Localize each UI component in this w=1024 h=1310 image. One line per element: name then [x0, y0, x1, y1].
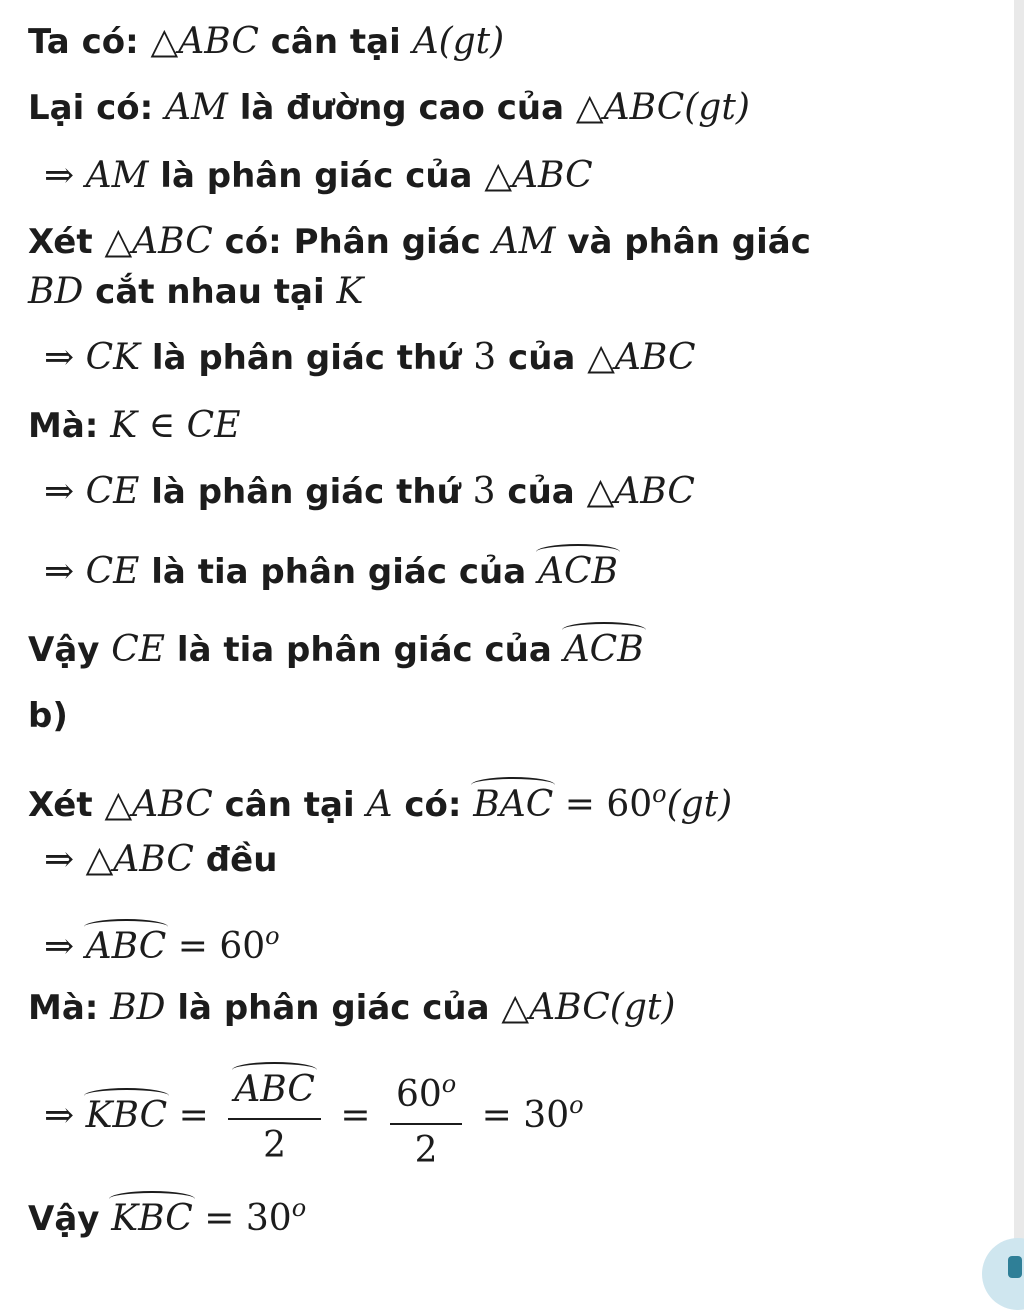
text: là phân giác thứ [140, 338, 474, 378]
angle-hat: ACB [538, 551, 618, 592]
text: cân tại [258, 22, 413, 62]
angle-hat: KBC [111, 1198, 193, 1239]
line-16 [44, 1062, 584, 1173]
text: Vậy [28, 630, 112, 670]
text: Ta có: [28, 22, 151, 62]
text: Mà: [28, 988, 111, 1028]
math: A(gt) [412, 21, 505, 62]
line-2 [28, 86, 750, 130]
text: cắt nhau tại [83, 272, 337, 312]
implies-arrow: ⇒ [44, 1095, 86, 1136]
floating-action-button[interactable] [982, 1238, 1024, 1310]
degree: o [441, 1070, 457, 1098]
math: CE [85, 551, 140, 592]
text: của [496, 338, 588, 378]
math: K [336, 271, 364, 312]
implies-arrow: ⇒ [44, 551, 86, 592]
math: = 30 [470, 1095, 570, 1136]
math: BD [110, 987, 166, 1028]
math: A [366, 784, 393, 825]
math: CE [85, 471, 140, 512]
math: 2 [414, 1130, 438, 1171]
text: là phân giác của [165, 988, 502, 1028]
scrollbar[interactable] [1014, 0, 1024, 1280]
text: là tia phân giác của [165, 630, 564, 670]
text: là tia phân giác của [139, 552, 538, 592]
floating-button-icon [1008, 1256, 1022, 1278]
line-5 [28, 270, 363, 314]
math: △ABC [85, 839, 194, 880]
math: △ABC(gt) [575, 87, 750, 128]
line-10 [28, 628, 644, 672]
degree: o [652, 780, 667, 808]
text: đều [193, 840, 278, 880]
text: của [495, 472, 587, 512]
implies-arrow: ⇒ [44, 926, 86, 967]
math: CE [111, 629, 166, 670]
text: có: [392, 785, 474, 825]
angle-hat: BAC [473, 784, 554, 825]
math: AM [85, 155, 149, 196]
text: Xét [28, 222, 105, 262]
angle-hat: ABC [234, 1068, 315, 1110]
line-12 [28, 772, 732, 827]
text: Xét [28, 785, 105, 825]
math: △ABC [484, 155, 593, 196]
text: Vậy [28, 1199, 112, 1239]
text: là phân giác thứ [139, 472, 473, 512]
fraction [390, 1062, 462, 1173]
line-17 [28, 1186, 306, 1241]
line-11 [28, 694, 68, 738]
text: Lại có: [28, 88, 166, 128]
math: 3 [472, 471, 496, 512]
math: K ∈ CE [110, 405, 241, 446]
degree: o [291, 1194, 307, 1222]
degree: o [265, 922, 280, 950]
text: là đường cao của [227, 88, 576, 128]
fraction [228, 1068, 321, 1168]
part-label: b) [28, 696, 68, 736]
line-1 [28, 20, 504, 64]
math: BD [28, 271, 84, 312]
math: (gt) [666, 784, 733, 825]
math: 60 [395, 1074, 442, 1115]
angle-hat: KBC [85, 1095, 168, 1136]
implies-arrow: ⇒ [44, 471, 86, 512]
line-8 [44, 470, 695, 514]
line-7 [28, 404, 240, 448]
text: là phân giác của [148, 156, 485, 196]
math: △ABC [587, 337, 696, 378]
math: 2 [263, 1124, 287, 1166]
math: 3 [473, 337, 497, 378]
degree: o [569, 1091, 584, 1119]
math: △ABC [150, 21, 259, 62]
implies-arrow: ⇒ [44, 337, 86, 378]
text: và phân giác [555, 222, 811, 262]
math: △ABC [586, 471, 695, 512]
text: có: Phân giác [212, 222, 493, 262]
math: AM [165, 87, 228, 128]
math: AM [492, 221, 556, 262]
line-9 [44, 550, 618, 594]
text: Mà: [28, 406, 111, 446]
line-4 [28, 220, 811, 264]
math: CK [85, 337, 141, 378]
math: △ABC [104, 221, 213, 262]
math: = [167, 1095, 221, 1136]
line-13 [44, 838, 277, 882]
math: = 30 [192, 1198, 292, 1239]
angle-hat: ABC [85, 926, 167, 967]
math: △ABC(gt) [501, 987, 676, 1028]
math: = 60 [166, 926, 266, 967]
line-14 [44, 914, 280, 969]
implies-arrow: ⇒ [44, 839, 86, 880]
math: = [328, 1095, 382, 1136]
text: cân tại [212, 785, 367, 825]
math: = 60 [553, 784, 653, 825]
angle-hat: ACB [563, 629, 644, 670]
line-6 [44, 336, 696, 380]
math: △ABC [104, 784, 213, 825]
line-15 [28, 986, 675, 1030]
implies-arrow: ⇒ [44, 155, 86, 196]
line-3 [44, 154, 593, 198]
